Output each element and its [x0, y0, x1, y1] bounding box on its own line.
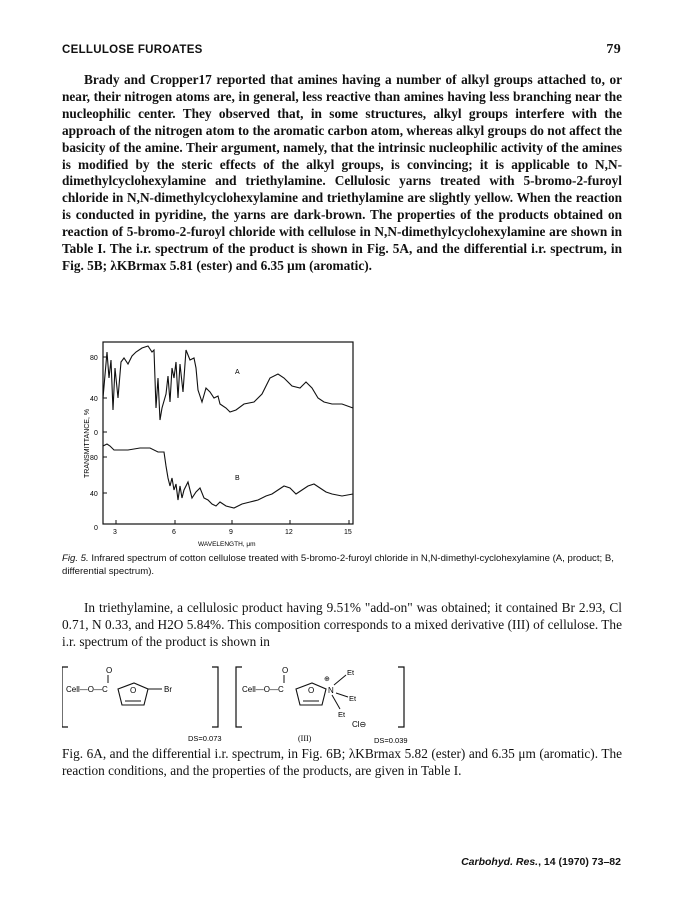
- y-tick-top-0: 0: [94, 430, 98, 437]
- paragraph-3: Fig. 6A, and the differential i.r. spectrum, in Fig. 6B; λKBrmax 5.82 (ester) and 6.35 μm (aromatic). The reaction conditions, and the properties of the products, are given in Table I.: [62, 746, 622, 778]
- right-et-bond-1: [334, 675, 346, 685]
- right-ring-oxygen: O: [308, 686, 315, 695]
- left-ds: DS=0.073: [188, 734, 222, 743]
- left-bromine: Br: [164, 685, 172, 694]
- compound-label: (III): [298, 734, 312, 743]
- x-tick-3: 3: [113, 529, 117, 536]
- x-tick-6: 6: [172, 529, 176, 536]
- curve-a-label: A: [235, 369, 240, 376]
- paragraph-2: In triethylamine, a cellulosic product having 9.51% "add-on" was obtained; it contained Br 2.93, Cl 0.71, N 0.33, and H2O 5.84%. This composition corresponds to a mixed derivative (III) of cellulose. The i.r. spectrum of the product is shown in: [62, 600, 622, 649]
- x-axis-label: WAVELENGTH, μm: [198, 541, 256, 548]
- left-cell-ester: Cell—O—C: [66, 685, 108, 694]
- x-tick-9: 9: [229, 529, 233, 536]
- right-carbonyl-o: O: [282, 666, 289, 675]
- running-title: CELLULOSE FUROATES: [62, 44, 203, 56]
- x-tick-15: 15: [344, 529, 352, 536]
- left-bracket-close: [212, 667, 218, 727]
- right-ethyl-1: Et: [347, 668, 355, 677]
- right-bracket-close: [398, 667, 404, 727]
- right-nitrogen: N: [328, 686, 334, 695]
- ir-spectrum-figure: [80, 338, 360, 550]
- page-number: 79: [606, 42, 621, 57]
- plot-frame: [103, 342, 353, 524]
- right-ethyl-2: Et: [349, 694, 357, 703]
- left-bracket-open: [62, 667, 68, 727]
- right-et-bond-3: [332, 695, 340, 709]
- journal-citation: [461, 856, 621, 868]
- left-carbonyl-o: O: [106, 666, 113, 675]
- paragraph-1: Brady and Cropper17 reported that amines having a number of alkyl groups attached to, or near, their nitrogen atoms are, in general, less reactive than amines having less branching near the nucleophilic center. They observed that, in some structures, alkyl groups interfere with the approach of the nitrogen atom to the aromatic carbon atom, whereas alkyl groups do not affect the basicity of the amine. Their argument, namely, that the intrinsic nucleophilic activity of the amines is modified by the steric effects of the alkyl groups, is convincing; it is applicable to N,N-dimethylcyclohexylamine and triethylamine. Cellulosic yarns treated with 5-bromo-2-furoyl chloride in N,N-dimethylcyclohexylamine and triethylamine are slightly yellow. When the reaction is conducted in pyridine, the yarns are dark-brown. The properties of the products obtained on reaction of 5-bromo-2-furoyl chloride with cellulose in N,N-dimethylcyclohexylamine are shown in Table I. The i.r. spectrum of the product is shown in Fig. 5A, and the differential i.r. spectrum, in Fig. 5B; λKBrmax 5.81 (ester) and 6.35 μm (aromatic).: [62, 72, 622, 273]
- right-ds: DS=0.039: [374, 736, 408, 745]
- chemical-structures: [62, 665, 622, 747]
- y-tick-bottom-80: 80: [90, 455, 98, 462]
- x-tick-12: 12: [285, 529, 293, 536]
- y-tick-top-40: 40: [90, 396, 98, 403]
- caption-label: Fig. 5.: [62, 553, 89, 564]
- y-tick-top-80: 80: [90, 355, 98, 362]
- curve-b-label: B: [235, 475, 240, 482]
- right-et-bond-2: [336, 693, 348, 697]
- figure-caption: [62, 553, 622, 578]
- y-tick-bottom-40: 40: [90, 491, 98, 498]
- right-plus-charge: ⊕: [324, 676, 330, 683]
- journal-name: Carbohyd. Res.: [461, 856, 539, 868]
- left-ring-oxygen: O: [130, 686, 137, 695]
- y-tick-bottom-0: 0: [94, 525, 98, 532]
- journal-volume: , 14 (1970) 73–82: [538, 856, 621, 868]
- spectrum-curve-b: [103, 444, 353, 508]
- y-axis-label: TRANSMITTANCE, %: [84, 408, 91, 478]
- running-header: [62, 42, 621, 58]
- caption-text: Infrared spectrum of cotton cellulose treated with 5-bromo-2-furoyl chloride in N,N-dimethyl-cyclohexylamine (A, product; B, differential spectrum).: [62, 553, 614, 577]
- right-chloride: Cl⊖: [352, 720, 367, 729]
- spectrum-curve-a: [103, 346, 353, 420]
- right-cell-ester: Cell—O—C: [242, 685, 284, 694]
- right-ethyl-3: Et: [338, 710, 346, 719]
- right-bracket-open: [236, 667, 242, 727]
